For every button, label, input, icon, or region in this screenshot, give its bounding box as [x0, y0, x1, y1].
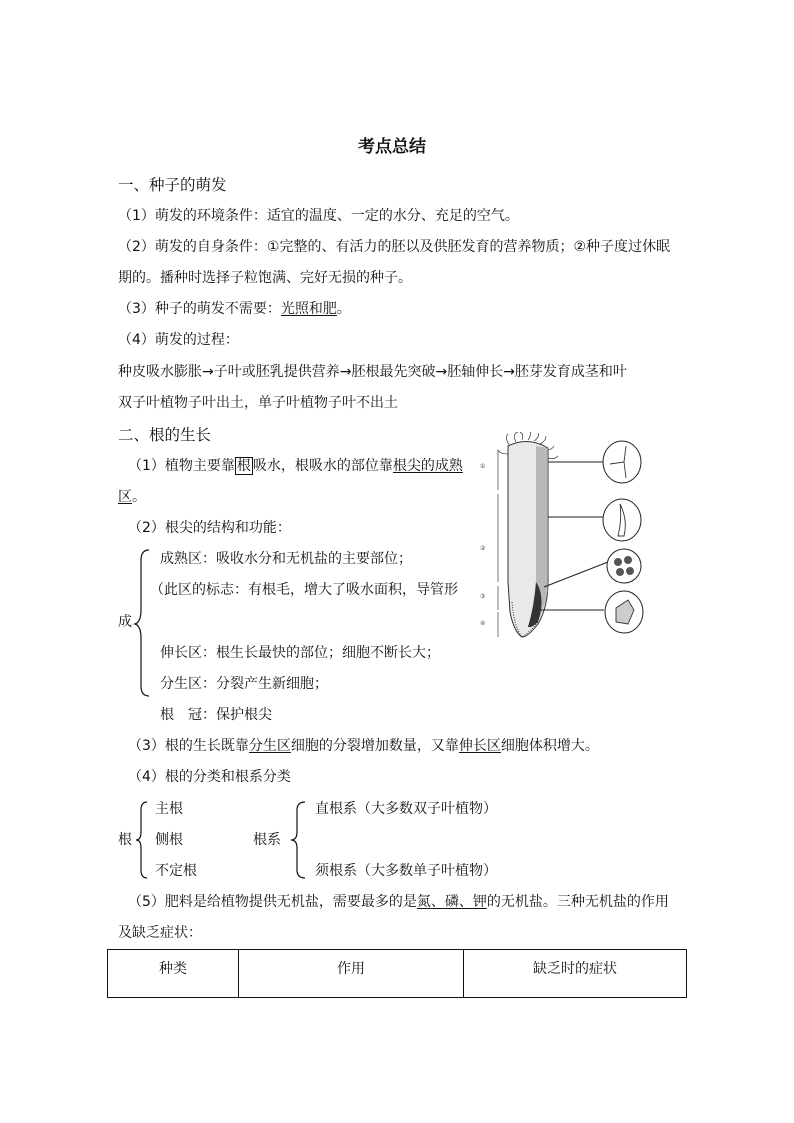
underlined-answer: 光照和肥 [280, 301, 337, 317]
zone-mature: 成熟区：吸收水分和无机盐的主要部位； [160, 551, 412, 567]
lateral-root: 侧根 [155, 832, 183, 848]
seed-process-steps: 种皮吸水膨胀→子叶或胚乳提供营养→胚根最先突破→胚轴伸长→胚芽发育成茎和叶 [118, 364, 627, 380]
page-title: 考点总结 [358, 137, 426, 157]
text: 。 [336, 301, 351, 317]
table-header-symptoms: 缺乏时的症状 [464, 950, 687, 998]
seed-process-label: （4）萌发的过程： [118, 332, 239, 348]
taproot-system: 直根系（大多数双子叶植物） [315, 801, 497, 817]
section-heading-root: 二、根的生长 [118, 426, 212, 444]
fibrous-root-system: 须根系（大多数单子叶植物） [315, 863, 497, 879]
root-water-absorption-cont [118, 487, 146, 507]
root-growth [128, 736, 599, 756]
root-system-label: 根系 [253, 832, 281, 848]
figure-label-3: ③ [480, 593, 486, 600]
root-tip-structure: （2）根尖的结构和功能： [128, 520, 291, 536]
table-header-function: 作用 [239, 950, 464, 998]
underlined-answer: 根尖的成熟 [392, 458, 463, 474]
text: 细胞的分裂增加数量，又靠 [290, 738, 459, 754]
root-tip-brace [133, 548, 153, 698]
underlined-answer: 分生区 [248, 738, 291, 754]
text: （3）根的生长既靠 [128, 738, 249, 754]
seed-cotyledon-note: 双子叶植物子叶出土，单子叶植物子叶不出土 [118, 395, 398, 411]
underlined-answer: 区 [118, 489, 132, 505]
underlined-answer: 钾 [472, 894, 487, 910]
underlined-answer: 磷 [444, 894, 459, 910]
table-header-row [108, 950, 687, 998]
root-types-brace [135, 800, 149, 880]
text: （1）植物主要靠 [128, 458, 235, 474]
seed-env-conditions: （1）萌发的环境条件：适宜的温度、一定的水分、充足的空气。 [118, 208, 519, 224]
fertilizer-text [128, 892, 669, 912]
text: 细胞体积增大。 [500, 738, 599, 754]
zone-meristem: 分生区：分裂产生新细胞； [160, 676, 328, 692]
adventitious-root: 不定根 [155, 863, 197, 879]
seed-self-conditions-2: 期的。播种时选择子粒饱满、完好无损的种子。 [118, 270, 412, 286]
main-root: 主根 [155, 801, 183, 817]
figure-label-2: ② [480, 545, 486, 552]
fertilizer-text-cont: 及缺乏症状： [118, 925, 202, 941]
text: 的无机盐。三种无机盐的作用 [486, 894, 669, 910]
text: 吸水，根吸水的部位靠 [252, 458, 393, 474]
text: 。 [132, 489, 146, 505]
zone-mature-note-end: 成 [118, 614, 132, 630]
figure-label-1: ① [480, 463, 486, 470]
zone-elongation: 伸长区：根生长最快的部位；细胞不断长大； [160, 645, 440, 661]
boxed-answer: 根 [236, 458, 251, 474]
underlined-answer: 氮 [416, 894, 431, 910]
root-water-absorption [128, 456, 463, 476]
underlined-sep: 、 [458, 894, 473, 910]
underlined-answer: 伸长区 [458, 738, 501, 754]
table-header-type: 种类 [108, 950, 239, 998]
text: （3）种子的萌发不需要： [118, 301, 281, 317]
seed-self-conditions-1: （2）萌发的自身条件：①完整的、有活力的胚以及供胚发育的营养物质；②种子度过休眠 [118, 239, 671, 255]
zone-mature-note: （此区的标志：有根毛，增大了吸水面积，导管形 [150, 582, 458, 598]
root-classification: （4）根的分类和根系分类 [128, 769, 291, 785]
text: （5）肥料是给植物提供无机盐，需要最多的是 [128, 894, 417, 910]
seed-not-needed [118, 299, 351, 319]
section-heading-seed: 一、种子的萌发 [118, 176, 227, 194]
underlined-sep: 、 [430, 894, 445, 910]
nutrient-table [107, 949, 687, 998]
root-system-brace [289, 800, 307, 880]
root-tip-figure [478, 432, 656, 670]
root-label: 根 [118, 832, 132, 848]
zone-root-cap: 根 冠：保护根尖 [160, 707, 272, 723]
figure-label-4: ④ [480, 620, 486, 627]
